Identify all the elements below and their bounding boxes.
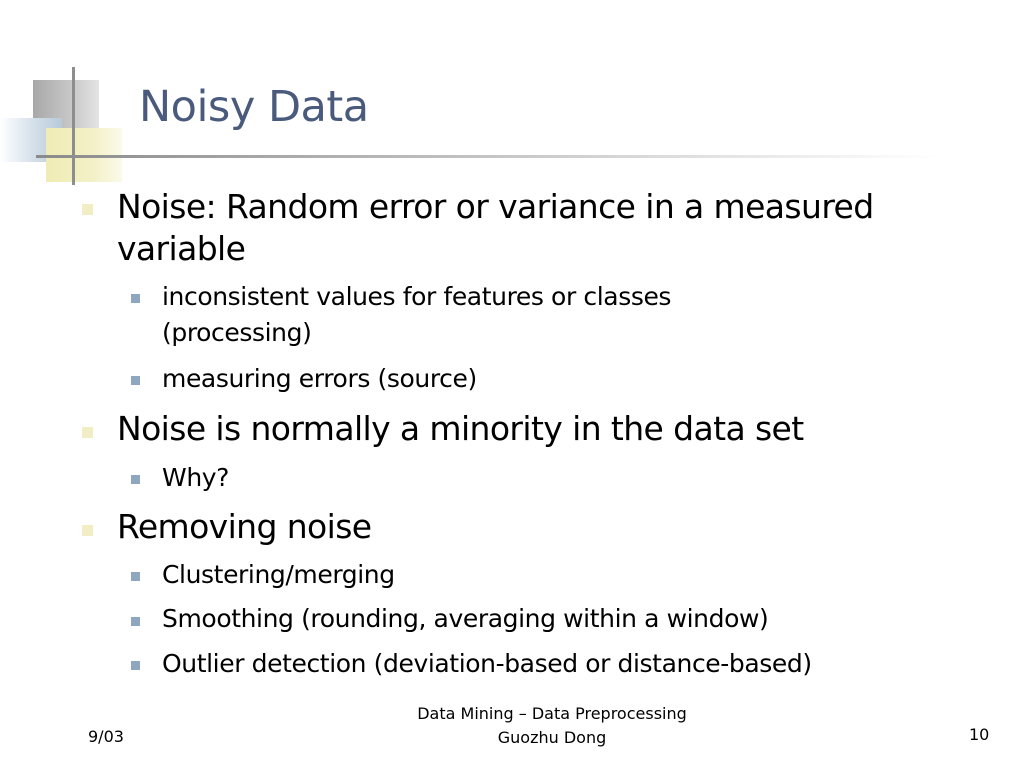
footer-course: Data Mining – Data Preprocessing (417, 704, 687, 723)
sub-bullet-item: Clustering/merging (162, 560, 395, 589)
bullet-item-continuation: variable (117, 229, 246, 268)
footer-author: Guozhu Dong (497, 728, 607, 747)
sub-bullet-marker-icon (131, 572, 140, 581)
sub-bullet-item-continuation: (processing) (162, 318, 312, 347)
title-underline (36, 155, 936, 158)
bullet-item: Removing noise (117, 507, 372, 546)
bullet-item: Noise is normally a minority in the data set (117, 409, 804, 448)
sub-bullet-marker-icon (131, 376, 140, 385)
sub-bullet-marker-icon (131, 294, 140, 303)
bullet-marker-icon (82, 204, 93, 215)
sub-bullet-item: measuring errors (source) (162, 364, 477, 393)
sub-bullet-item: inconsistent values for features or classes (162, 282, 672, 311)
footer-center (362, 702, 742, 750)
sub-bullet-item: Why? (162, 463, 230, 492)
sub-bullet-item: Outlier detection (deviation-based or distance-based) (162, 649, 812, 678)
footer-page-number: 10 (969, 725, 990, 744)
bullet-marker-icon (82, 427, 93, 438)
slide-title: Noisy Data (139, 82, 369, 132)
sub-bullet-marker-icon (131, 661, 140, 670)
sub-bullet-marker-icon (131, 617, 140, 626)
bullet-item: Noise: Random error or variance in a measured (117, 187, 874, 226)
decorative-vertical-line (72, 67, 75, 185)
sub-bullet-marker-icon (131, 475, 140, 484)
bullet-marker-icon (82, 525, 93, 536)
footer-date: 9/03 (88, 727, 124, 746)
sub-bullet-item: Smoothing (rounding, averaging within a window) (162, 604, 769, 633)
